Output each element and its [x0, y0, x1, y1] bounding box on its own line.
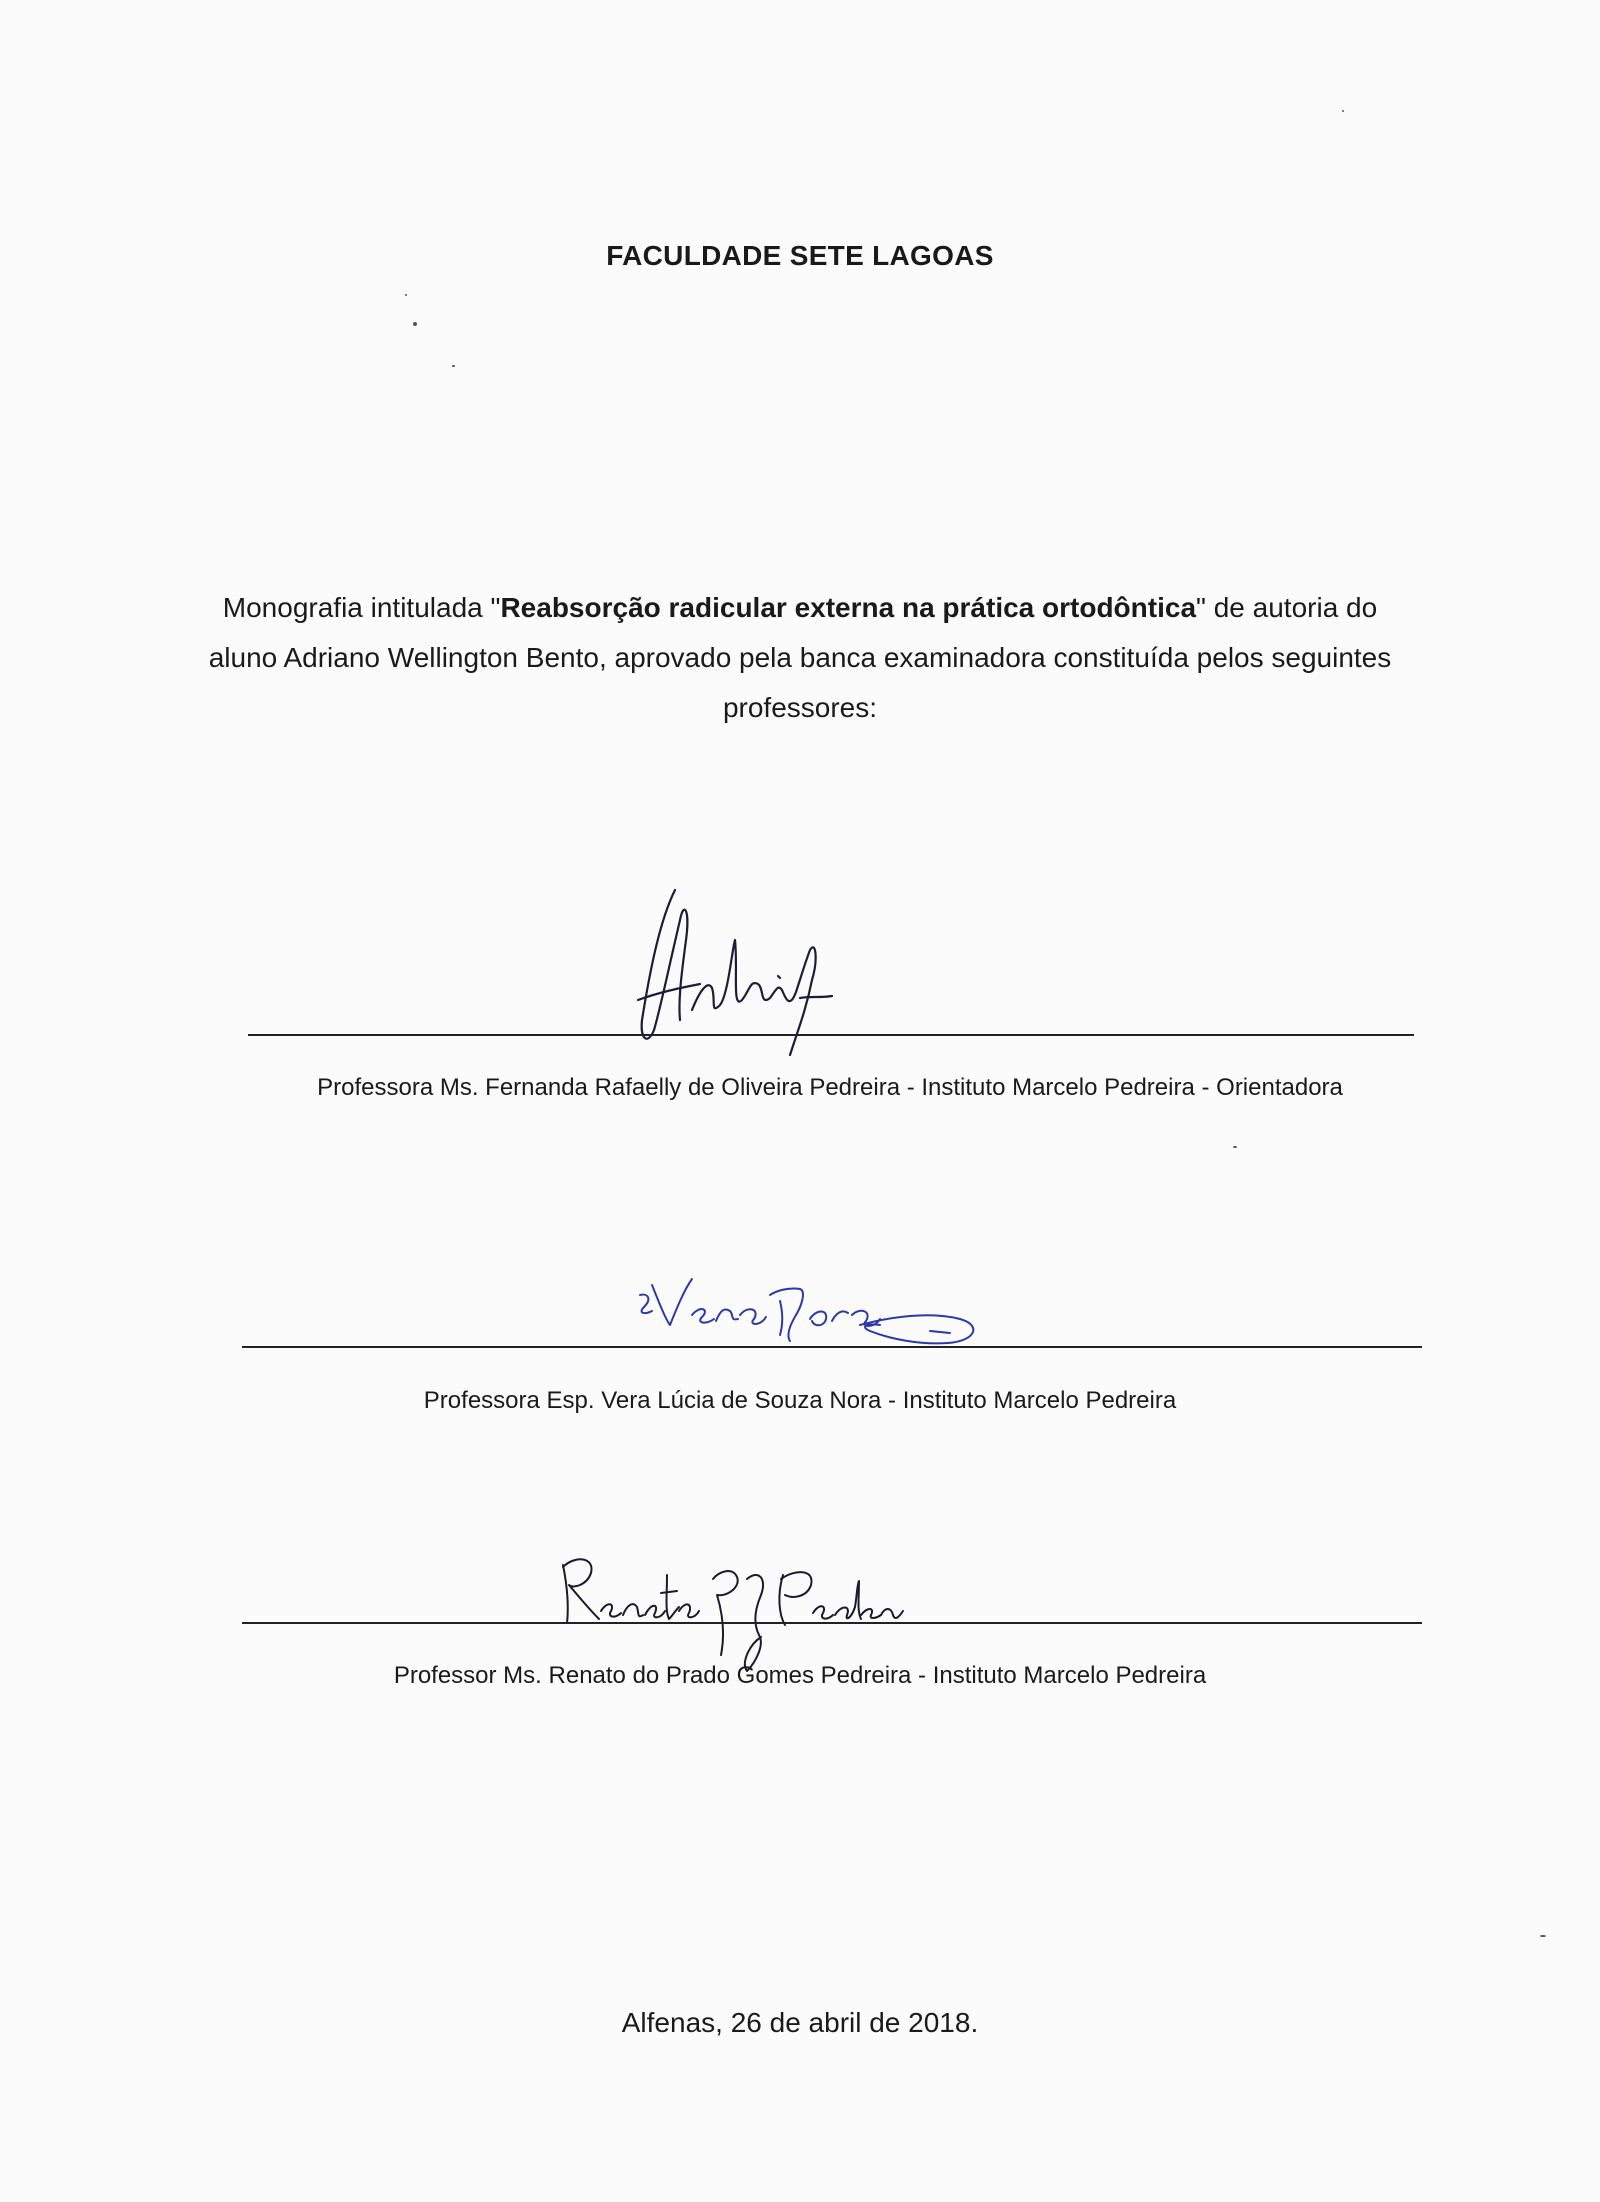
scan-speck — [452, 365, 455, 367]
signature-3-handwritten — [555, 1545, 905, 1675]
signature-line-2 — [242, 1346, 1422, 1348]
signature-1-handwritten — [620, 880, 850, 1060]
signatory-3-caption: Professor Ms. Renato do Prado Gomes Pedreira - Instituto Marcelo Pedreira — [393, 1662, 1207, 1689]
scan-speck — [405, 294, 407, 296]
approval-statement — [200, 583, 1400, 733]
intro-suffix: " de autoria do aluno Adriano Wellington Bento, aprovado pela banca examinadora constituída pelos seguintes professores: — [208, 592, 1392, 723]
signatory-1-caption: Professora Ms. Fernanda Rafaelly de Oliveira Pedreira - Instituto Marcelo Pedreira - Orientadora — [317, 1074, 1343, 1101]
signature-line-1 — [248, 1034, 1414, 1036]
scan-speck — [413, 322, 417, 326]
place-and-date: Alfenas, 26 de abril de 2018. — [621, 2007, 979, 2038]
monograph-title: Reabsorção radicular externa na prática ortodôntica — [500, 592, 1197, 623]
intro-prefix: Monografia intitulada " — [222, 592, 501, 623]
scan-speck — [1233, 1146, 1237, 1148]
scan-speck — [1342, 110, 1344, 112]
signature-line-3 — [242, 1622, 1422, 1624]
scan-speck — [1540, 1935, 1546, 1937]
signature-2-handwritten — [630, 1265, 990, 1365]
signatory-2-caption: Professora Esp. Vera Lúcia de Souza Nora - Instituto Marcelo Pedreira — [423, 1387, 1177, 1414]
institution-name: FACULDADE SETE LAGOAS — [606, 240, 994, 271]
